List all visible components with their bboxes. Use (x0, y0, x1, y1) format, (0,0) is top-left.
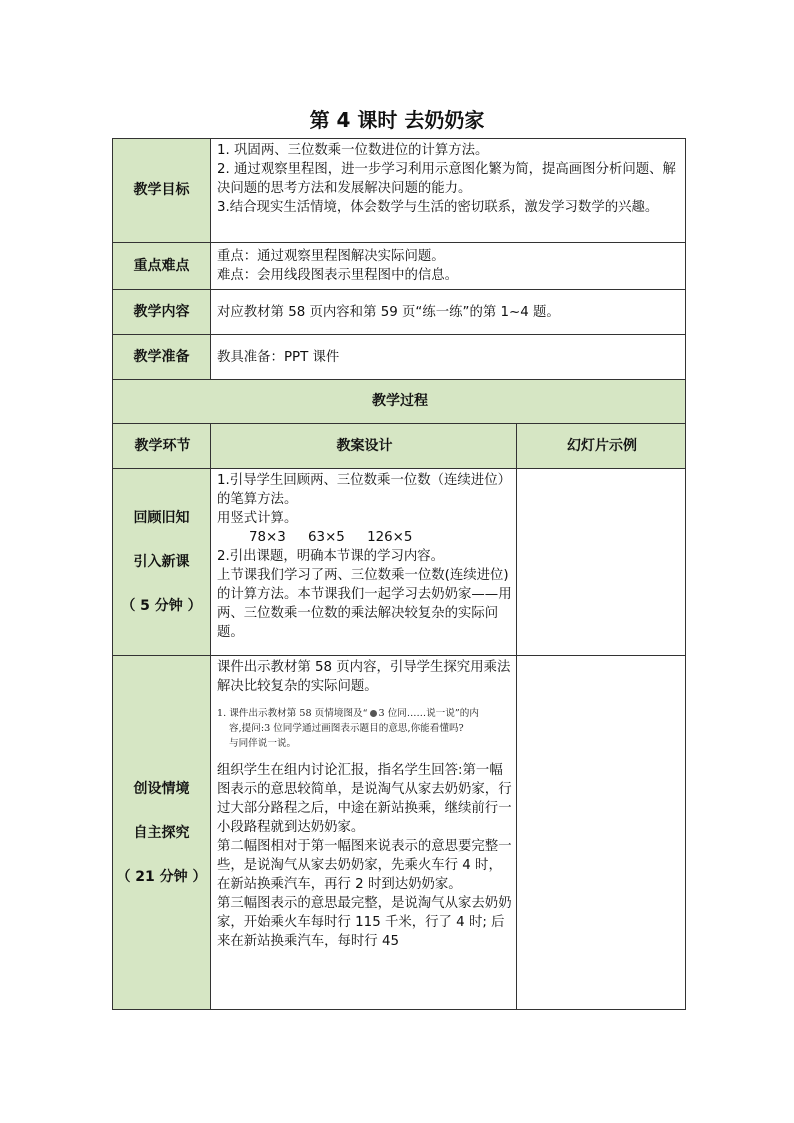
column-design: 教案设计 (211, 424, 517, 469)
preparation-text: 教具准备：PPT 课件 (211, 335, 686, 380)
excerpt-line-1a: 1. 课件出示教材第 58 页情境图及“ (217, 708, 368, 719)
stage-2-name-line2: 自主探究 (133, 824, 190, 841)
process-header-row (113, 380, 686, 424)
stage-1-name (113, 469, 211, 656)
stage-2-name (113, 656, 211, 1010)
excerpt-line-1b: 3 位同……说一说”的内 (378, 708, 479, 719)
difficulty: 难点：会用线段图表示里程图中的信息。 (217, 268, 459, 283)
preparation-label: 教学准备 (113, 335, 211, 380)
objective-3: 3.结合现实生活情境，体会数学与生活的密切联系，激发学习数学的兴趣。 (217, 200, 659, 215)
stage-1-line-3: 2.引出课题，明确本节课的学习内容。 (217, 549, 445, 564)
stage-2-paragraph-1: 组织学生在组内讨论汇报，指名学生回答:第一幅图表示的意思较简单，是说淘气从家去奶奶家，行过大部分路程之后，中途在新站换乘，继续前行一小段路程就到达奶奶家。 (217, 763, 512, 835)
key-points-row (113, 243, 686, 290)
lesson-plan-table (112, 138, 686, 1010)
stage-2-design (211, 656, 517, 1010)
stage-1-line-1: 1.引导学生回顾两、三位数乘一位数（连续进位）的笔算方法。 (217, 473, 511, 507)
column-stage: 教学环节 (113, 424, 211, 469)
stage-1-name-line1: 回顾旧知 (133, 510, 190, 526)
stage-1-row (113, 469, 686, 656)
textbook-excerpt (217, 706, 512, 751)
objectives-cell (211, 139, 686, 243)
column-slides: 幻灯片示例 (517, 424, 686, 469)
stage-2-row (113, 656, 686, 1010)
excerpt-line-3: 与同伴说一说。 (229, 738, 297, 749)
excerpt-line-2: 容,提问:3 位同学通过画图表示题目的意思,你能看懂吗? (229, 723, 464, 734)
stage-1-slides (517, 469, 686, 656)
stage-2-intro: 课件出示教材第 58 页内容，引导学生探究用乘法解决比较复杂的实际问题。 (217, 660, 511, 694)
content-label: 教学内容 (113, 290, 211, 335)
column-header-row (113, 424, 686, 469)
key-points-cell (211, 243, 686, 290)
stage-2-paragraph-2: 第二幅图相对于第一幅图来说表示的意思要完整一些，是说淘气从家去奶奶家，先乘火车行 4 时，在新站换乘汽车，再行 2 时到达奶奶家。 (217, 839, 512, 892)
page-title: 第 4 课时 去奶奶家 (309, 108, 485, 132)
excerpt-line-1 (217, 706, 512, 721)
stage-2-paragraph-3: 第三幅图表示的意思最完整，是说淘气从家去奶奶家，开始乘火车每时行 115 千米，行了 4 时; 后来在新站换乘汽车，每时行 45 (217, 896, 512, 949)
content-text: 对应教材第 58 页内容和第 59 页“练一练”的第 1~4 题。 (211, 290, 686, 335)
stage-2-name-line1: 创设情境 (133, 780, 190, 797)
objective-1: 1. 巩固两、三位数乘一位数进位的计算方法。 (217, 143, 489, 158)
objectives-row (113, 139, 686, 243)
stage-2-duration: （ 21 分钟 ） (116, 868, 207, 885)
key-point: 重点：通过观察里程图解决实际问题。 (217, 249, 445, 264)
stage-1-calc: 78×3 63×5 126×5 (249, 530, 413, 545)
stage-1-duration: （ 5 分钟 ） (121, 598, 202, 614)
stage-1-name-line2: 引入新课 (133, 554, 190, 570)
dot-icon (370, 710, 377, 717)
content-row (113, 290, 686, 335)
objectives-label: 教学目标 (113, 139, 211, 243)
stage-1-design (211, 469, 517, 656)
key-points-label: 重点难点 (113, 243, 211, 290)
stage-1-line-2: 用竖式计算。 (217, 511, 298, 526)
stage-1-line-4: 上节课我们学习了两、三位数乘一位数(连续进位)的计算方法。本节课我们一起学习去奶奶家——用两、三位数乘一位数的乘法解决较复杂的实际问题。 (217, 568, 512, 640)
preparation-row (113, 335, 686, 380)
objective-2: 2. 通过观察里程图，进一步学习利用示意图化繁为简，提高画图分析问题、解决问题的思考方法和发展解决问题的能力。 (217, 162, 676, 196)
stage-2-slides (517, 656, 686, 1010)
process-header: 教学过程 (113, 380, 686, 424)
